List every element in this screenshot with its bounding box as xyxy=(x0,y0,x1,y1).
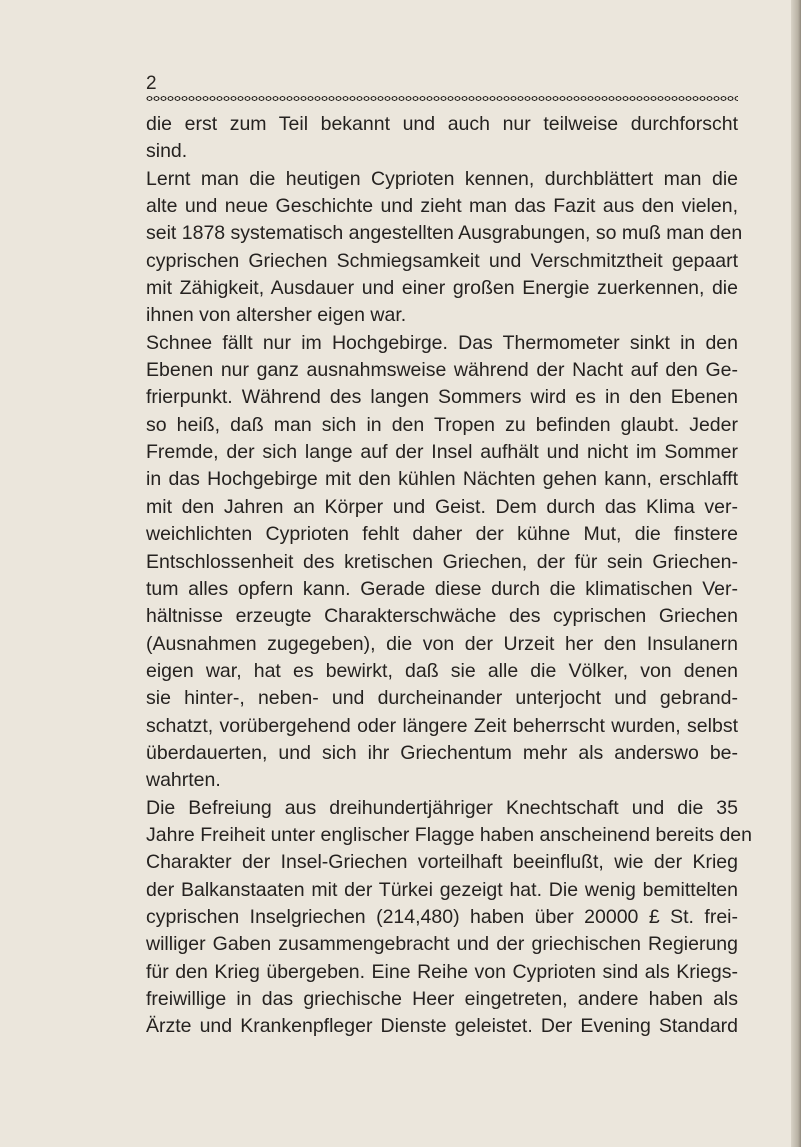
text-line: sie hinter-, neben- und durcheinander unterjocht und gebrand- xyxy=(146,687,738,710)
text-line: Jahre Freiheit unter englischer Flagge haben anscheinend bereits den xyxy=(146,823,752,846)
text-line: Entschlossenheit des kretischen Griechen, der für sein Griechen- xyxy=(146,550,738,573)
text-line: so heiß, daß man sich in den Tropen zu befinden glaubt. Jeder xyxy=(146,413,738,436)
text-line: Fremde, der sich lange auf der Insel aufhält und nicht im Sommer xyxy=(146,441,738,464)
page-number: 2 xyxy=(146,73,157,94)
text-line: mit Zähigkeit, Ausdauer und einer großen Energie zuerkennen, die xyxy=(146,277,738,300)
text-line: hältnisse erzeugte Charakterschwäche des cyprischen Griechen xyxy=(146,605,738,628)
text-line: die erst zum Teil bekannt und auch nur teilweise durchforscht xyxy=(146,113,738,135)
text-line: schatzt, vorübergehend oder längere Zeit beherrscht wurden, selbst xyxy=(146,714,738,737)
text-line: Charakter der Insel-Griechen vorteilhaft beeinflußt, wie der Krieg xyxy=(146,851,738,874)
text-line: Ebenen nur ganz ausnahmsweise während der Nacht auf den Ge- xyxy=(146,359,738,382)
text-line: wahrten. xyxy=(146,769,221,792)
page-edge-shadow xyxy=(791,0,801,1147)
text-line: Schnee fällt nur im Hochgebirge. Das Thermometer sinkt in den xyxy=(146,331,738,354)
text-line: sind. xyxy=(146,140,188,163)
text-line: Lernt man die heutigen Cyprioten kennen, durchblättert man die xyxy=(146,167,738,190)
text-line: für den Krieg übergeben. Eine Reihe von Cyprioten sind als Kriegs- xyxy=(146,960,738,983)
text-line: seit 1878 systematisch angestellten Ausgrabungen, so muß man den xyxy=(146,222,743,245)
header-ornament-rule xyxy=(146,95,738,102)
body-text xyxy=(146,111,752,1041)
text-line: Die Befreiung aus dreihundertjähriger Knechtschaft und die 35 xyxy=(146,796,738,819)
text-line: cyprischen Inselgriechen (214,480) haben über 20000 £ St. frei- xyxy=(146,905,738,928)
text-line: Ärzte und Krankenpfleger Dienste geleistet. Der Evening Standard xyxy=(146,1015,738,1038)
text-line: williger Gaben zusammengebracht und der griechischen Regierung xyxy=(146,933,738,956)
text-line: mit den Jahren an Körper und Geist. Dem durch das Klima ver- xyxy=(146,495,738,518)
text-line: überdauerten, und sich ihr Griechentum mehr als anderswo be- xyxy=(146,741,738,764)
text-line: (Ausnahmen zugegeben), die von der Urzeit her den Insulanern xyxy=(146,632,738,655)
text-line: freiwillige in das griechische Heer eingetreten, andere haben als xyxy=(146,988,738,1010)
text-line: cyprischen Griechen Schmiegsamkeit und Verschmitztheit gepaart xyxy=(146,249,738,272)
text-line: frierpunkt. Während des langen Sommers wird es in den Ebenen xyxy=(146,386,738,409)
text-line: weichlichten Cyprioten fehlt daher der kühne Mut, die finstere xyxy=(146,523,738,546)
text-line: ihnen von altersher eigen war. xyxy=(146,304,407,327)
text-line: in das Hochgebirge mit den kühlen Nächten gehen kann, erschlafft xyxy=(146,468,738,491)
text-line: tum alles opfern kann. Gerade diese durch die klimatischen Ver- xyxy=(146,577,738,600)
text-line: der Balkanstaaten mit der Türkei gezeigt hat. Die wenig bemittelten xyxy=(146,878,738,901)
text-line: alte und neue Geschichte und zieht man das Fazit aus den vielen, xyxy=(146,195,738,218)
text-line: eigen war, hat es bewirkt, daß sie alle die Völker, von denen xyxy=(146,659,738,682)
